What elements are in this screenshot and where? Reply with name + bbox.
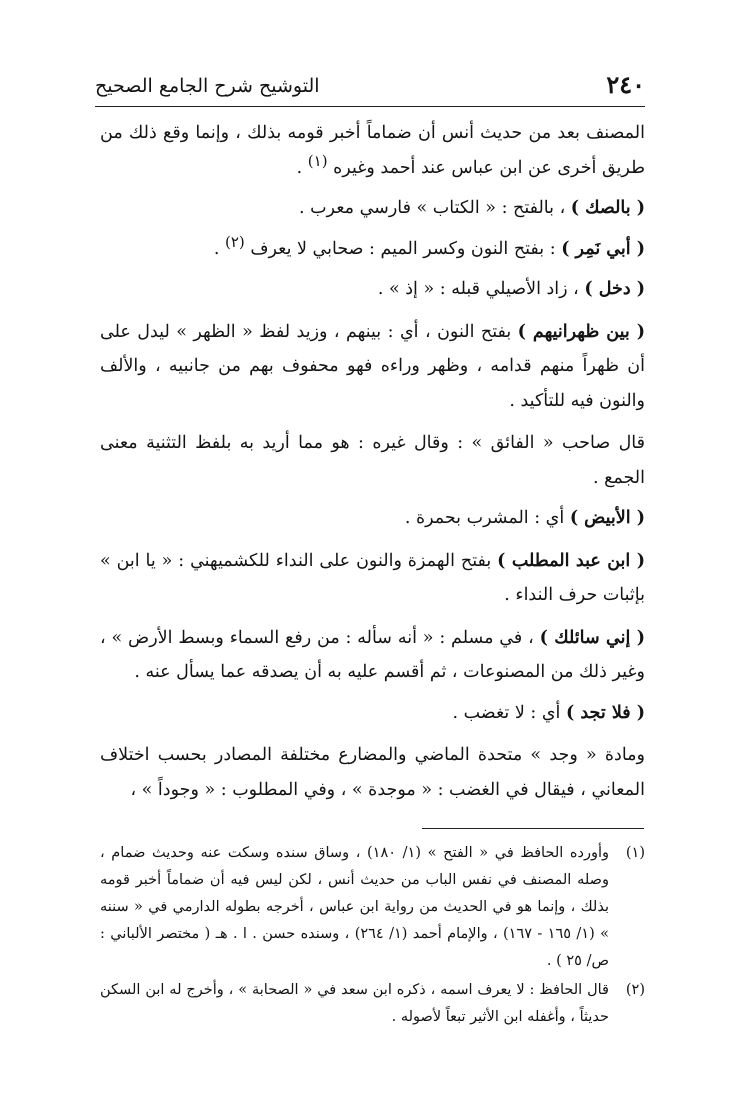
paragraph-11 bbox=[100, 738, 645, 807]
paragraph-text: بفتح النون ، أي : بينهم ، وزيد لفظ « الظهر » ليدل على أن ظهراً منهم قدامه ، وظهر وراءه فهو محفوف بهم من جانبيه ، والألف والنون فيه للتأكيد . bbox=[100, 321, 645, 411]
paragraph-9 bbox=[100, 621, 645, 690]
entry-heading: ( فلا تجد ) bbox=[566, 702, 645, 723]
footnote-2 bbox=[100, 977, 645, 1031]
main-text bbox=[100, 116, 645, 813]
entry-heading: ( ابن عبد المطلب ) bbox=[497, 550, 645, 571]
paragraph-text: أي : لا تغضب . bbox=[452, 702, 566, 723]
entry-heading: ( دخل ) bbox=[584, 279, 645, 299]
footnote-ref-2: (٢) bbox=[224, 232, 245, 251]
footnote-text: وأورده الحافظ في « الفتح » (١/ ١٨٠) ، وساق سنده وسكت عنه وحديث ضمام ، وصله المصنف في نفس الباب من حديث أنس ، لكن ليس فيه أن ضماماً أخبر قومه بذلك ، وإنما هو في الحديث من رواية ابن عباس ، أخرجه بطوله الدارمي في « سننه » (١/ ١٦٥ - ١٦٧) ، والإمام أحمد (١/ ٢٦٤) ، وسنده حسن . ا . هـ ( مختصر الألباني : ص/ ٢٥ ) . bbox=[100, 845, 609, 969]
footnote-number: (٢) bbox=[625, 982, 645, 998]
paragraph-text: : بفتح النون وكسر الميم : صحابي لا يعرف bbox=[250, 238, 562, 259]
running-title: التوشيح شرح الجامع الصحيح bbox=[95, 75, 320, 97]
paragraph-7 bbox=[100, 501, 645, 536]
footnote-separator bbox=[422, 828, 644, 829]
entry-heading: ( بالصك ) bbox=[570, 198, 645, 218]
footnote-text: قال الحافظ : لا يعرف اسمه ، ذكره ابن سعد في « الصحابة » ، وأخرج له ابن السكن حديثاً ، وأغفله ابن الأثير تبعاً لأصوله . bbox=[100, 982, 609, 1025]
entry-heading: ( بين ظهرانيهم ) bbox=[517, 321, 646, 342]
paragraph-text: بفتح الهمزة والنون على النداء للكشميهني : « يا ابن » بإثبات حرف النداء . bbox=[100, 550, 645, 605]
entry-heading: ( الأبيض ) bbox=[569, 508, 645, 528]
paragraph-2 bbox=[100, 191, 645, 226]
paragraph-10 bbox=[100, 696, 645, 731]
footnote-number: (١) bbox=[625, 845, 645, 861]
entry-heading: ( أبي نَمِر ) bbox=[561, 238, 645, 259]
paragraph-text: ، بالفتح : « الكتاب » فارسي معرب . bbox=[298, 198, 571, 218]
paragraph-end: . bbox=[213, 238, 225, 259]
paragraph-text: ومادة « وجد » متحدة الماضي والمضارع مختلفة المصادر بحسب اختلاف المعاني ، فيقال في الغضب : « موجدة » ، وفي المطلوب : « وجوداً » ، bbox=[100, 745, 645, 800]
paragraph-text: ، زاد الأصيلي قبله : « إذ » . bbox=[377, 279, 585, 299]
footnotes bbox=[100, 840, 645, 1033]
paragraph-5 bbox=[100, 315, 645, 419]
paragraph-text: أي : المشرب بحمرة . bbox=[404, 508, 570, 528]
footnote-1 bbox=[100, 840, 645, 975]
paragraph-8 bbox=[100, 544, 645, 613]
paragraph-4 bbox=[100, 272, 645, 307]
paragraph-text: المصنف بعد من حديث أنس أن ضماماً أخبر قومه بذلك ، وإنما وقع ذلك من طريق أخرى عن ابن عباس عند أحمد وغيره bbox=[100, 123, 645, 178]
page-header bbox=[95, 70, 645, 110]
footnote-ref-1: (١) bbox=[307, 151, 328, 170]
paragraph-end: . bbox=[296, 157, 308, 178]
entry-heading: ( إني سائلك ) bbox=[539, 627, 645, 648]
header-rule bbox=[95, 106, 645, 107]
page-number: ٢٤٠ bbox=[606, 70, 645, 99]
paragraph-text: قال صاحب « الفائق » : وقال غيره : هو مما أريد به بلفظ التثنية معنى الجمع . bbox=[100, 433, 645, 488]
paragraph-6 bbox=[100, 426, 645, 495]
paragraph-text: ، في مسلم : « أنه سأله : من رفع السماء وبسط الأرض » ، وغير ذلك من المصنوعات ، ثم أقسم عليه به أن يصدقه عما يسأل عنه . bbox=[100, 627, 645, 682]
paragraph-3 bbox=[100, 232, 645, 267]
paragraph-1 bbox=[100, 116, 645, 185]
